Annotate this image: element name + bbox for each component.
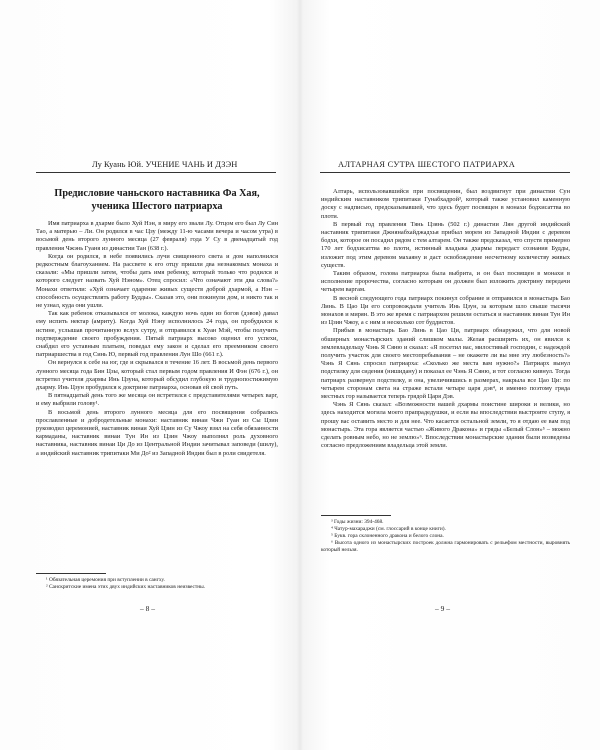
paragraph: В весной следующего года патриарх покинул собрание и отправился в монастырь Бао Линь. В Цао Ци его сопровождали учитель Инь Цзун, за которым шло свыше тысячи монахов и мирян. В это же время с патриархом решили остаться и наставник винаи Тун Ин из Цзин Чжоу, а с ним и несколько сот буддистов. — [321, 294, 570, 327]
chapter-title-line-1: Предисловие чаньского наставника Фа Хая, — [54, 188, 260, 199]
paragraph: Он вернулся к себе на юг, где и скрывался в течение 16 лет. В восьмой день первого лунного месяца года Бин Цзы, который стал первым годом правления И Фэн (676 г.), он встретил учителя дхармы Инь Цзуна, который обсудил глубокую и труднопостижимую дхарму. Инь Цзун пробудился к доктрине патриарха, основав ей свой путь. — [36, 359, 278, 392]
paragraph: Так как ребенок отказывался от молока, каждую ночь один из богов (дэвов) давал ему испить нектар (амриту). Когда Хуй Нэну исполнилось 24 года, он пробудился к истине, услышав прочитанную вслух сутру, и отправился к Хуан Мэй, чтобы получить подтверждение своего пробуждения. Пятый патриарх высоко оценил его успехи, снабдил его уставным платьем, поведал ему закон и сделал его преемником своего патриаршества в год Синь Ю, первый год правления Лун Шо (661 г.). — [36, 310, 278, 359]
left-body-text — [36, 220, 278, 458]
right-body-text — [321, 188, 570, 451]
footnote-rule — [321, 515, 391, 516]
right-page-number: – 9 – — [435, 604, 450, 613]
left-header-rule — [36, 172, 276, 173]
paragraph: В первый год правления Тянь Цзянь (502 г.) династии Лян другой индийский наставник трипитаки Джнянабхайджадхья прибыл морем из Западной Индии с деревом бодхи, которое он посадил рядом с тем алтарем. Он также предсказал, что спустя примерно 170 лет бодхисаттва во плоти, истинный владыка дхармы передаст сознания Будды, изложит под этим деревом махаяну и даст освобождение несчетному количеству живых существ. — [321, 220, 570, 269]
left-page-number: – 8 – — [140, 604, 155, 613]
footnote: ⁵ Букв. гора склоненного дракона и белого слона. — [331, 533, 444, 539]
right-page — [300, 0, 600, 750]
footnote-rule — [36, 573, 106, 574]
right-header-rule — [320, 172, 570, 173]
right-footnotes — [321, 515, 570, 554]
paragraph: Чэнь Я Сянь сказал: «Возможности вашей дхармы поистине широки и велики, но здесь находится могила моего прапрадедушки, и если вы впоследствии выстроите ступу, я прошу вас оставить место и для нее. Что касается остальной земли, то я отдаю ее вам под монастырь. Эта гора является частью «Живого Дракона» и гряды «Белый Слон»⁵ – можно сделать ровным небо, но не землю»⁶. Впоследствии монастырские здания были возведены согласно предложениям владельца этой земли. — [321, 401, 570, 450]
chapter-title — [36, 187, 278, 213]
left-running-head: Лу Куань Юй. УЧЕНИЕ ЧАНЬ И ДЗЭН — [92, 160, 238, 169]
paragraph: Алтарь, использовавшийся при посвящении, был воздвигнут при династии Сун индийским наставником трипитаки Гунабхадрой³, который также установил каменную доску с надписью, предсказывавшей, что здесь будет посвящен в монахи бодхисаттва во плоти. — [321, 188, 570, 220]
right-running-head: АЛТАРНАЯ СУТРА ШЕСТОГО ПАТРИАРХА — [338, 160, 516, 169]
paragraph: Прибыв в монастырь Бао Линь в Цао Ци, патриарх обнаружил, что для новой обширных монастырских зданий слишком малы. Желая расширить их, он явился к землевладельцу Чэнь Я Сяню и сказал: «Я посетил вас, милостивый господин, с надеждой получить участок для своего местопребывания – не окажете ли вы мне эту любезность?» Чэнь Я Сянь спросил патриарха: «Сколько же места вам нужно?» Патриарх вынул подстилку для сидения (нишидану) и показал ее Чэнь Я Сяню, и тот согласно кивнул. Тогда патриарх развернул подстилку, и она, увеличившись в размерах, накрыла все Цао Ци: по четырем сторонам света на страже встали четыре царя дэв⁴, и именно поэтому гряда местных гор называется теперь грядой Царя Дэв. — [321, 327, 570, 401]
paragraph: В восьмой день второго лунного месяца для его посвящения собрались прославленные и добродетельные монахи: наставник винаи Чжи Гуан из Сы Цзин руководил церемонией, наставник винаи Хуй Цзин из Су Чжоу взял на себя обязанности кармаданы, наставник винаи Тун Ин из Цзин Чжоу выполнял роль духовного наставника, наставник винаи Ци До из Центральной Индии зачитывал заповеди (шилу), а индийский наставник трипитаки Ми До² из Западной Индии был в роли свидетеля. — [36, 408, 278, 457]
footnote: ⁴ Чатур-махараджи (см. глоссарий в конце книги). — [331, 526, 446, 532]
left-footnotes — [36, 573, 278, 591]
paragraph: Имя патриарха в дхарме было Хуй Нэн, в миру его звали Лу. Отцом его был Лу Син Тао, а матерью – Ли. Он родился в час Цзу (между 11-ю часами вечера и часом утра) в восьмой день второго лунного месяца (27 февраля) года У Су в двенадцатый год правления Чжэнь Гуаня из династии Тан (638 г.). — [36, 220, 278, 252]
footnote: ³ Годы жизни: 394-468. — [331, 519, 384, 525]
footnote: ² Санскритские имена этих двух индийских наставников неизвестны. — [46, 584, 206, 590]
paragraph: Таким образом, голова патриарха была выбрита, и он был посвящен в монахи в исполнение пророчества, согласно которым он должен был изложить доктрину передачи четырем варгам. — [321, 270, 570, 294]
paragraph: Когда он родился, в небе появились лучи священного света и дом наполнился редкостным благоуханием. На рассвете к его отцу пришли два незнакомых монаха и сказали: «Мы пришли затем, чтобы дать имя ребенку, который только что родился и которого следует назвать Хуй Нэном». Отец спросил: «Что означают эти два слова?» Монахи ответили: «Хуй означает одарение живых существ доброй дхармой, а Нэн – способность осуществлять работу Будды». Сказав это, они покинули дом, и никто так и не узнал, куда они ушли. — [36, 252, 278, 310]
footnote: ¹ Обязательная церемония при вступлении в сангху. — [46, 577, 165, 583]
paragraph: В пятнадцатый день того же месяца он встретился с представителями четырех варг, и ему выбрили голову¹. — [36, 392, 278, 408]
footnote: ⁶ Высота одного из монастырских построек должна гармонировать с рельефом местности, выровнять который нельзя. — [321, 540, 570, 553]
chapter-title-line-2: ученика Шестого патриарха — [91, 201, 223, 212]
